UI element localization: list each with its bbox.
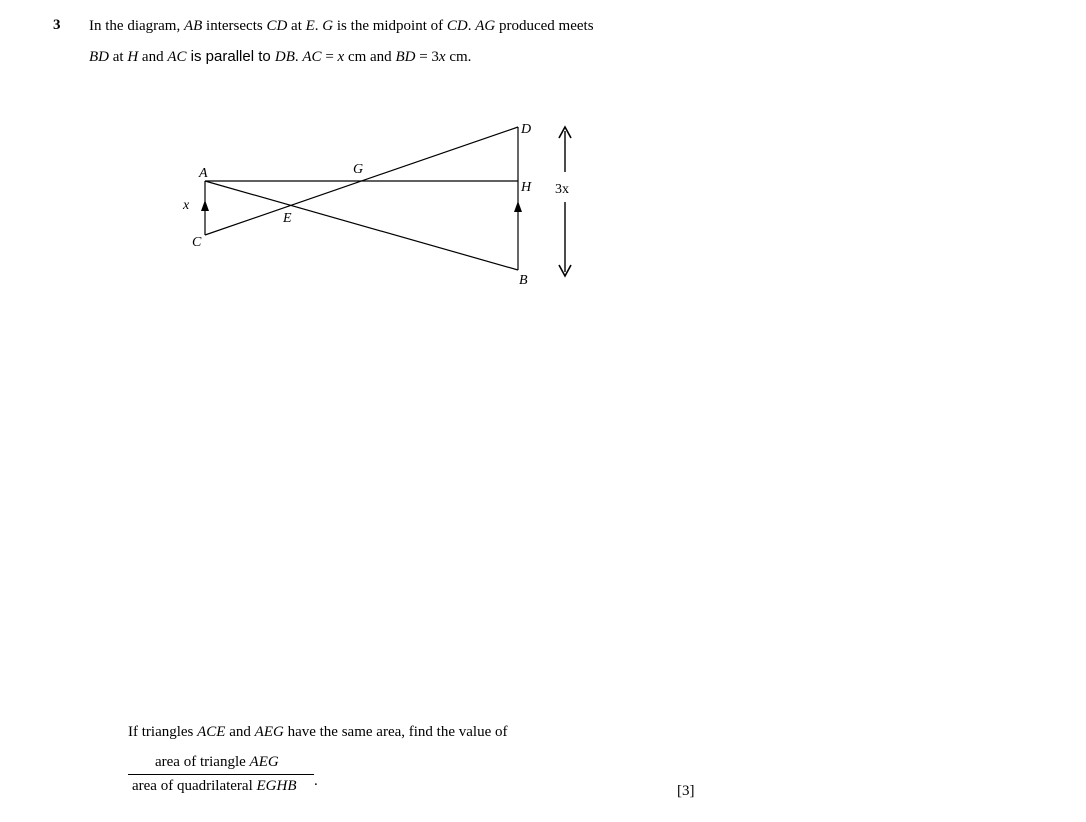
text-segment: at bbox=[287, 18, 306, 34]
label-d: D bbox=[521, 122, 532, 137]
text-segment: is parallel to bbox=[186, 48, 275, 65]
text-segment: If triangles bbox=[128, 724, 198, 740]
text-segment: have the same area, find the value of bbox=[283, 724, 508, 740]
label-h: H bbox=[521, 180, 532, 195]
parallel-arrow-ac bbox=[201, 200, 209, 211]
text-segment: AC bbox=[302, 49, 322, 65]
text-segment: = 3 bbox=[415, 49, 439, 65]
text-segment: G bbox=[322, 18, 334, 34]
label-bd-length: 3x bbox=[555, 182, 569, 197]
text-segment: cm and bbox=[344, 49, 396, 65]
text-segment: is the midpoint of bbox=[333, 18, 447, 34]
text-segment: CD bbox=[266, 18, 288, 34]
fraction-numerator bbox=[155, 753, 279, 771]
text-segment: AC bbox=[167, 49, 187, 65]
text-segment: CD bbox=[446, 18, 468, 34]
text-segment: and bbox=[225, 724, 255, 740]
text-segment: AG bbox=[475, 18, 496, 34]
fraction-bar bbox=[128, 774, 314, 775]
text-segment: and bbox=[138, 49, 168, 65]
text-segment: EGHB bbox=[256, 778, 297, 794]
fraction-denominator bbox=[132, 777, 297, 795]
label-b: B bbox=[519, 273, 528, 288]
label-e: E bbox=[283, 211, 292, 226]
text-segment: area of triangle bbox=[155, 754, 250, 770]
text-segment: DB bbox=[274, 49, 295, 65]
followup-question-text bbox=[128, 723, 507, 741]
text-segment: area of quadrilateral bbox=[132, 778, 257, 794]
segment-ab bbox=[205, 181, 518, 270]
label-ac-length: x bbox=[183, 198, 190, 213]
label-g: G bbox=[353, 162, 364, 177]
label-a: A bbox=[199, 166, 208, 181]
text-segment: BD bbox=[89, 49, 109, 65]
text-segment: BD bbox=[395, 49, 416, 65]
text-segment: x bbox=[337, 49, 345, 65]
text-segment: at bbox=[109, 49, 128, 65]
question-number: 3 bbox=[53, 17, 61, 33]
text-segment: intersects bbox=[202, 18, 267, 34]
text-segment: ACE bbox=[197, 724, 226, 740]
text-segment: E bbox=[305, 18, 315, 34]
label-c: C bbox=[192, 235, 202, 250]
text-segment: x bbox=[438, 49, 446, 65]
text-segment: In the diagram, bbox=[89, 18, 184, 34]
parallel-arrow-db bbox=[514, 201, 522, 212]
text-segment: = bbox=[321, 49, 338, 65]
text-segment: produced meets bbox=[495, 18, 594, 34]
text-segment: AEG bbox=[254, 724, 284, 740]
text-segment: . bbox=[314, 18, 323, 34]
text-segment: AB bbox=[183, 18, 203, 34]
fraction-trailing-dot: . bbox=[314, 773, 318, 789]
text-segment: . bbox=[294, 49, 303, 65]
text-segment: H bbox=[127, 49, 139, 65]
text-segment: cm. bbox=[445, 49, 472, 65]
marks-allocation: [3] bbox=[677, 783, 695, 799]
text-segment: . bbox=[467, 18, 476, 34]
text-segment: AEG bbox=[249, 754, 279, 770]
